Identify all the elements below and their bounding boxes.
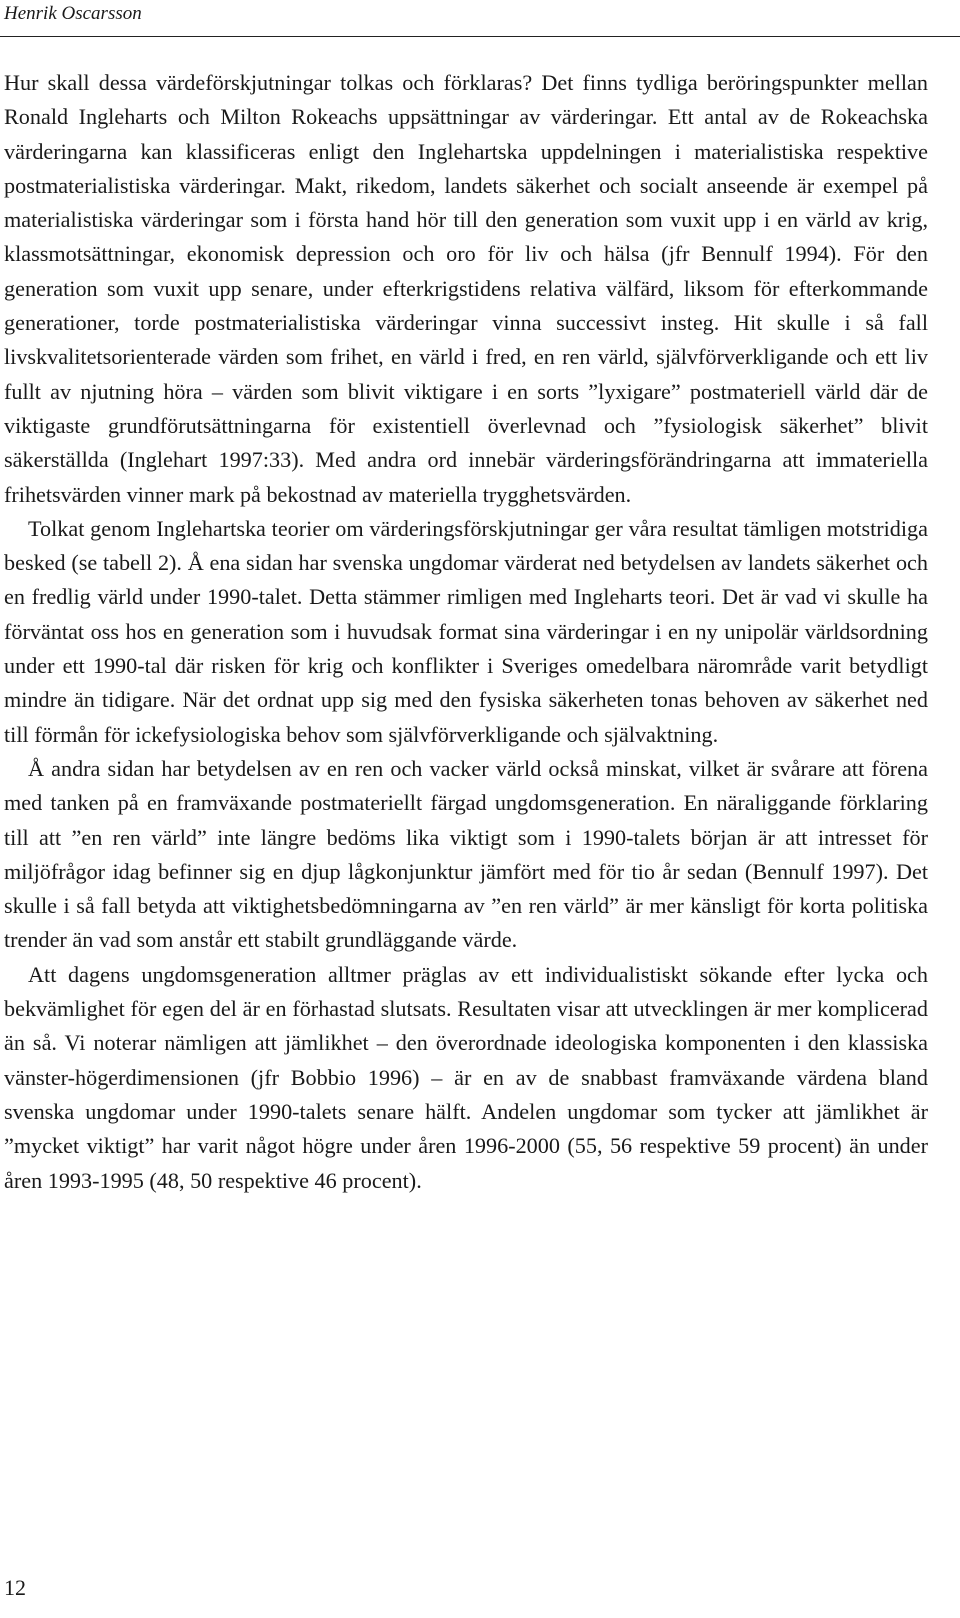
page-number: 12 <box>4 1575 26 1600</box>
paragraph-2: Tolkat genom Inglehartska teorier om värderingsförskjutningar ger våra resultat tämligen motstridiga besked (se tabell 2). Å ena sidan har svenska ungdomar värderat ned betydelsen av landets säkerhet och en fredlig värld under 1990-talet. Detta stämmer rimligen med Ingleharts teori. Det är vad vi skulle ha förväntat oss hos en generation som i huvudsak format sina värderingar i en ny unipolär världsordning under ett 1990-tal där risken för krig och konflikter i Sveriges omedelbara närområde varit betydligt mindre än tidigare. När det ordnat upp sig med den fysiska säkerheten tonas behoven av säkerhet ned till förmån för ickefysiologiska behov som självförverkligande och självaktning. <box>4 515 928 747</box>
paragraph-1: Hur skall dessa värdeförskjutningar tolkas och förklaras? Det finns tydliga beröringspunkter mellan Ronald Ingleharts och Milton Rokeachs uppsättningar av värderingar. Ett antal av de Rokeachska värderingarna kan klassificeras enligt den Inglehartska uppdelningen i materialistiska respektive postmaterialistiska värderingar. Makt, rikedom, landets säkerhet och socialt anseende är exempel på materialistiska värderingar som i första hand hör till den generation som vuxit upp i en värld av krig, klassmotsättningar, ekonomisk depression och oro för liv och hälsa (jfr Bennulf 1994). För den generation som vuxit upp senare, under efterkrigstidens relativa välfärd, liksom för efterkommande generationer, torde postmaterialistiska värderingar vinna successivt insteg. Hit skulle i så fall livskvalitetsorienterade värden som frihet, en värld i fred, en ren värld, självförverkligande och ett liv fullt av njutning höra – värden som blivit viktigare i en sorts ”lyxigare” postmateriell värld där de viktigaste grundförutsättningarna för existentiell överlevnad och ”fysiologisk säkerhet” blivit säkerställda (Inglehart 1997:33). Med andra ord innebär värderingsförändringarna att immateriella frihetsvärden vinner mark på bekostnad av materiella trygghetsvärden. <box>4 70 928 507</box>
paragraph-3: Å andra sidan har betydelsen av en ren och vacker värld också minskat, vilket är svårare att förena med tanken på en framväxande postmateriellt färgad ungdomsgeneration. En näraliggande förklaring till att ”en ren värld” inte längre bedöms lika viktigt som i 1990-talets början är att intresset för miljöfrågor idag befinner sig en djup lågkonjunktur jämfört med för tio år sedan (Bennulf 1997). Det skulle i så fall betyda att viktighetsbedömningarna av ”en ren värld” är mer känsligt för korta politiska trender än vad som anstår ett stabilt grundläggande värde. <box>4 755 928 953</box>
paragraph-4: Att dagens ungdomsgeneration alltmer präglas av ett individualistiskt sökande efter lycka och bekvämlighet för egen del är en förhastad slutsats. Resultaten visar att utvecklingen är mer komplicerad än så. Vi noterar nämligen att jämlikhet – den överordnade ideologiska komponenten i den klassiska vänster-högerdimensionen (jfr Bobbio 1996) – är en av de snabbast framväxande värdena bland svenska ungdomar under 1990-talets senare hälft. Andelen ungdomar som tycker att jämlikhet är ”mycket viktigt” har varit något högre under åren 1996-2000 (55, 56 respektive 59 procent) än under åren 1993-1995 (48, 50 respektive 46 procent). <box>4 961 928 1193</box>
body-text <box>4 66 928 1198</box>
running-header-author: Henrik Oscarsson <box>4 3 142 24</box>
header-divider <box>0 36 960 37</box>
